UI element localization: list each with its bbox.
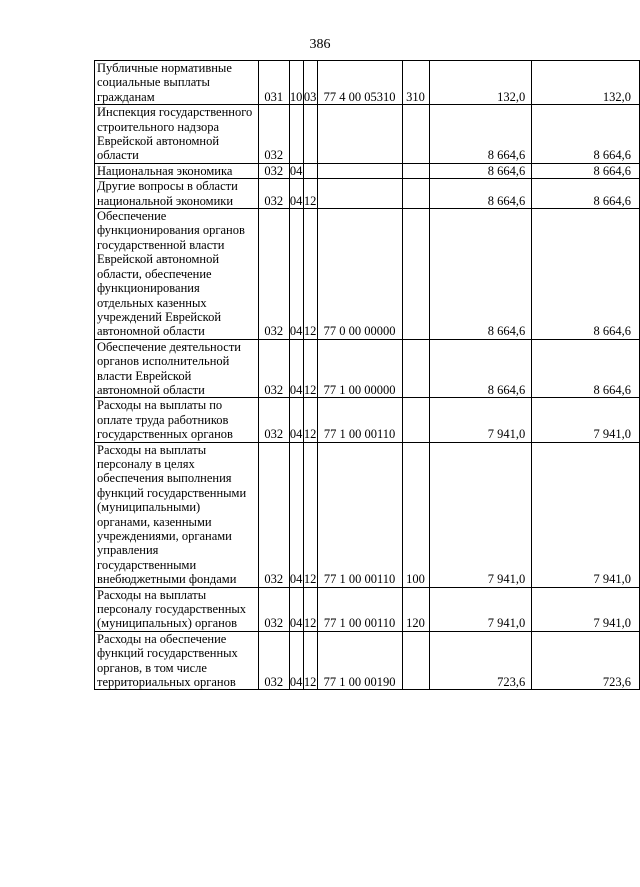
target-article-code [317, 179, 402, 209]
amount-2: 8 664,6 [532, 179, 640, 209]
row-name: Публичные нормативные социальные выплаты гражданам [95, 61, 259, 105]
subsection-code [303, 163, 317, 178]
amount-2: 8 664,6 [532, 209, 640, 340]
amount-1: 8 664,6 [429, 105, 532, 164]
amount-1: 7 941,0 [429, 442, 532, 587]
page-number: 386 [309, 37, 331, 52]
amount-2: 8 664,6 [532, 339, 640, 398]
table-row [95, 631, 640, 690]
target-article-code: 77 4 00 05310 [317, 61, 402, 105]
ministry-code: 032 [258, 398, 289, 442]
section-code: 04 [289, 179, 303, 209]
amount-1: 132,0 [429, 61, 532, 105]
amount-1: 8 664,6 [429, 163, 532, 178]
target-article-code: 77 0 00 00000 [317, 209, 402, 340]
row-name: Обеспечение функционирования органов государственной власти Еврейской автономной области, обеспечение функционирования отдельных казенных учреждений Еврейской автономной области [95, 209, 259, 340]
amount-2: 7 941,0 [532, 442, 640, 587]
ministry-code: 031 [258, 61, 289, 105]
expense-type-code [402, 398, 429, 442]
amount-2: 7 941,0 [532, 398, 640, 442]
ministry-code: 032 [258, 163, 289, 178]
amount-1: 7 941,0 [429, 587, 532, 631]
amount-1: 8 664,6 [429, 209, 532, 340]
section-code: 04 [289, 339, 303, 398]
expense-type-code [402, 179, 429, 209]
ministry-code: 032 [258, 179, 289, 209]
ministry-code: 032 [258, 631, 289, 690]
ministry-code: 032 [258, 209, 289, 340]
ministry-code: 032 [258, 339, 289, 398]
row-name: Обеспечение деятельности органов исполнительной власти Еврейской автономной области [95, 339, 259, 398]
table-row [95, 587, 640, 631]
subsection-code: 12 [303, 442, 317, 587]
expense-type-code: 310 [402, 61, 429, 105]
section-code: 10 [289, 61, 303, 105]
row-name: Расходы на выплаты персоналу в целях обеспечения выполнения функций государственными (муниципальными) органами, казенными учреждениями, органами управления государственными внебюджетными фондами [95, 442, 259, 587]
target-article-code [317, 105, 402, 164]
budget-table [94, 60, 640, 690]
target-article-code: 77 1 00 00000 [317, 339, 402, 398]
table-row [95, 61, 640, 105]
subsection-code: 12 [303, 339, 317, 398]
table-row [95, 442, 640, 587]
row-name: Расходы на обеспечение функций государственных органов, в том числе территориальных органов [95, 631, 259, 690]
subsection-code: 12 [303, 209, 317, 340]
table-row [95, 163, 640, 178]
section-code: 04 [289, 631, 303, 690]
subsection-code [303, 105, 317, 164]
ministry-code: 032 [258, 442, 289, 587]
row-name: Расходы на выплаты персоналу государственных (муниципальных) органов [95, 587, 259, 631]
row-name: Расходы на выплаты по оплате труда работников государственных органов [95, 398, 259, 442]
subsection-code: 03 [303, 61, 317, 105]
ministry-code: 032 [258, 105, 289, 164]
expense-type-code: 120 [402, 587, 429, 631]
section-code: 04 [289, 209, 303, 340]
subsection-code: 12 [303, 179, 317, 209]
target-article-code: 77 1 00 00190 [317, 631, 402, 690]
table-row [95, 179, 640, 209]
table-body [95, 61, 640, 690]
target-article-code: 77 1 00 00110 [317, 587, 402, 631]
expense-type-code: 100 [402, 442, 429, 587]
amount-2: 723,6 [532, 631, 640, 690]
row-name: Другие вопросы в области национальной экономики [95, 179, 259, 209]
expense-type-code [402, 105, 429, 164]
amount-2: 8 664,6 [532, 163, 640, 178]
amount-2: 7 941,0 [532, 587, 640, 631]
amount-1: 8 664,6 [429, 179, 532, 209]
amount-2: 8 664,6 [532, 105, 640, 164]
ministry-code: 032 [258, 587, 289, 631]
amount-1: 8 664,6 [429, 339, 532, 398]
amount-1: 7 941,0 [429, 398, 532, 442]
table-row [95, 209, 640, 340]
expense-type-code [402, 209, 429, 340]
section-code: 04 [289, 442, 303, 587]
table-row [95, 398, 640, 442]
expense-type-code [402, 631, 429, 690]
section-code [289, 105, 303, 164]
expense-type-code [402, 339, 429, 398]
table-row [95, 339, 640, 398]
amount-1: 723,6 [429, 631, 532, 690]
target-article-code: 77 1 00 00110 [317, 398, 402, 442]
table-row [95, 105, 640, 164]
subsection-code: 12 [303, 631, 317, 690]
section-code: 04 [289, 587, 303, 631]
target-article-code [317, 163, 402, 178]
section-code: 04 [289, 163, 303, 178]
row-name: Национальная экономика [95, 163, 259, 178]
row-name: Инспекция государственного строительного надзора Еврейской автономной области [95, 105, 259, 164]
section-code: 04 [289, 398, 303, 442]
target-article-code: 77 1 00 00110 [317, 442, 402, 587]
subsection-code: 12 [303, 398, 317, 442]
subsection-code: 12 [303, 587, 317, 631]
amount-2: 132,0 [532, 61, 640, 105]
expense-type-code [402, 163, 429, 178]
